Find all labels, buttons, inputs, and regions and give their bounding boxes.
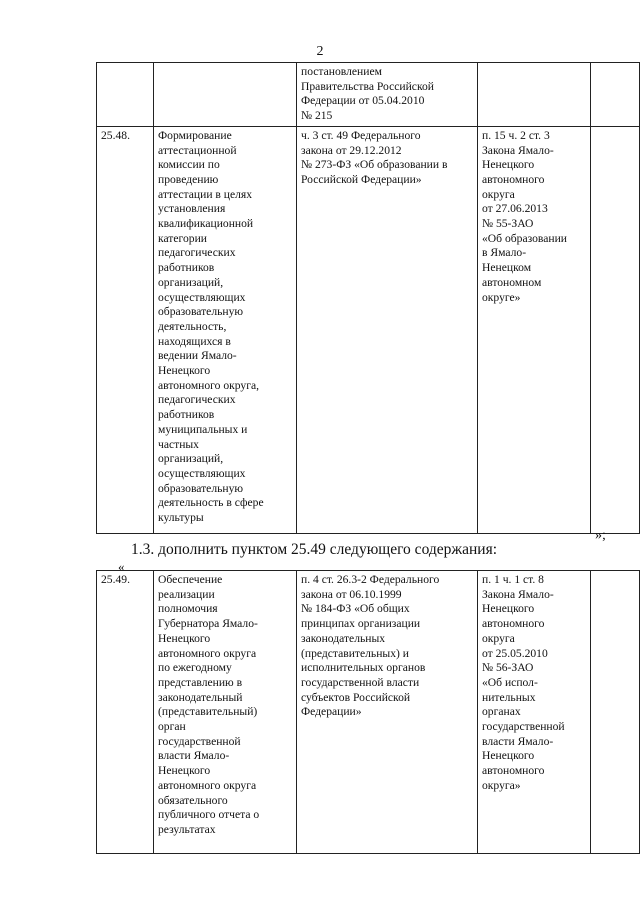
row-number-cell [97,63,154,127]
regional-basis-cell: п. 15 ч. 2 ст. 3 Закона Ямало- Ненецкого автономного округа от 27.06.2013 № 55-ЗАО «Об образовании в Ямало- Ненецком автономном округе» [478,126,591,533]
row-number-cell: 25.49. [97,571,154,854]
extra-cell [591,571,640,854]
extra-cell [591,126,640,533]
functions-table-continued [96,62,640,534]
federal-basis-cell: постановлением Правительства Российской Федерации от 05.04.2010 № 215 [297,63,478,127]
function-name-cell: Обеспечение реализации полномочия Губернатора Ямало- Ненецкого автономного округа по ежегодному представлению в законодательный (представительный) орган государственной власти Ямало- Ненецкого автономного округа обязательного публичного отчета о результатах [154,571,297,854]
function-name-cell [154,63,297,127]
table-row [97,126,640,533]
row-number-cell: 25.48. [97,126,154,533]
federal-basis-cell: п. 4 ст. 26.3-2 Федерального закона от 06.10.1999 № 184-ФЗ «Об общих принципах организации законодательных (представительных) и исполнительных органов государственной власти субъектов Российской Федерации» [297,571,478,854]
extra-cell [591,63,640,127]
functions-table-new [96,570,640,854]
function-name-cell: Формирование аттестационной комиссии по проведению аттестации в целях установления квалификационной категории педагогических работников организаций, осуществляющих образовательную деятельность, находящихся в ведении Ямало- Ненецкого автономного округа, педагогических работников муниципальных и частных организаций, осуществляющих образовательную деятельность в сфере культуры [154,126,297,533]
page-number: 2 [316,44,324,59]
table-row [97,571,640,854]
regional-basis-cell [478,63,591,127]
closing-quote-mark: »; [595,528,606,543]
regional-basis-cell: п. 1 ч. 1 ст. 8 Закона Ямало- Ненецкого автономного округа от 25.05.2010 № 56-ЗАО «Об испол- нительных органах государственной власти Ямало- Ненецкого автономного округа» [478,571,591,854]
opening-quote-mark: « [118,559,125,574]
federal-basis-cell: ч. 3 ст. 49 Федерального закона от 29.12.2012 № 273-ФЗ «Об образовании в Российской Федерации» [297,126,478,533]
amendment-paragraph: 1.3. дополнить пунктом 25.49 следующего содержания: [131,541,497,558]
table-row [97,63,640,127]
